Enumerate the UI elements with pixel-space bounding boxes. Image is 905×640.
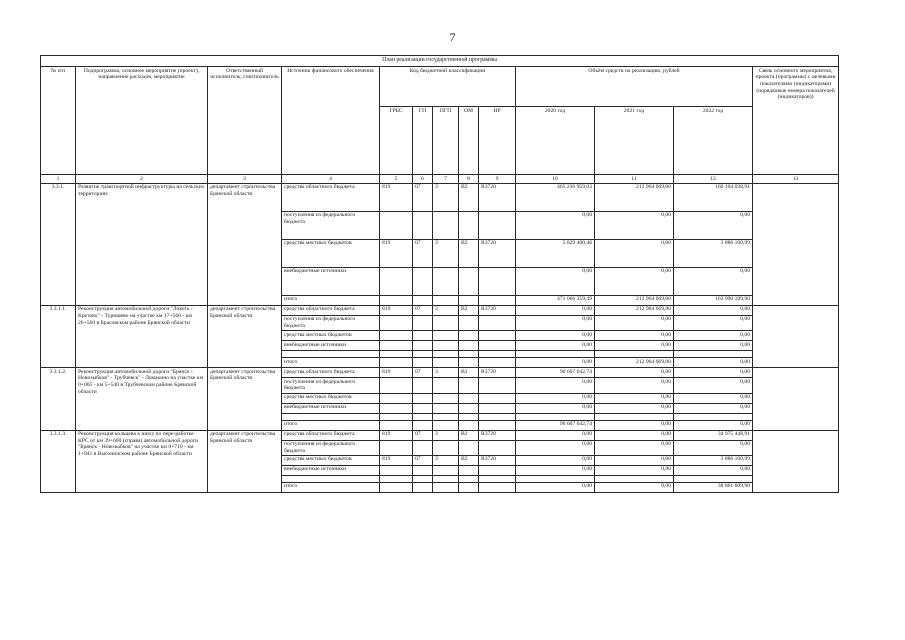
pgp-cell xyxy=(433,440,459,455)
amount-2022-cell: 3 886 160,99 xyxy=(674,239,753,267)
om-cell xyxy=(459,315,479,330)
column-number: 5 xyxy=(380,175,413,184)
om-cell xyxy=(459,295,479,305)
column-number: 2 xyxy=(76,175,208,184)
grbs-cell xyxy=(380,315,413,330)
om-cell xyxy=(459,351,479,358)
source-cell: внебюджетные источники xyxy=(282,267,380,295)
om-cell: В2 xyxy=(459,455,479,465)
pgp-cell xyxy=(433,465,459,475)
source-cell: внебюджетные источники xyxy=(282,465,380,475)
amount-2020-cell: 5 829 400,46 xyxy=(516,239,595,267)
amount-2021-cell: 0,00 xyxy=(595,482,674,492)
amount-2022-cell: 0,00 xyxy=(674,358,753,368)
amount-2022-cell: 0,00 xyxy=(674,211,753,239)
amount-2022-cell: 0,00 xyxy=(674,315,753,330)
header-num: № п/п xyxy=(41,67,76,175)
grbs-cell xyxy=(380,211,413,239)
om-cell xyxy=(459,465,479,475)
np-cell xyxy=(479,440,516,455)
om-cell: В2 xyxy=(459,305,479,315)
table-title: План реализации государственной программы xyxy=(41,56,839,67)
amount-2021-cell: 0,00 xyxy=(595,267,674,295)
pgp-cell: 3 xyxy=(433,305,459,315)
pgp-cell xyxy=(433,475,459,482)
amount-2022-cell xyxy=(674,351,753,358)
plan-table xyxy=(40,55,839,493)
row-number-cell: 3.3.1.1. xyxy=(41,305,76,367)
np-cell xyxy=(479,341,516,351)
pgp-cell xyxy=(433,420,459,430)
row-name-cell: Реконструкция автомобильной дороги "Локоть - Кретово" - Туришево на участке км 17+560 - км 26+560 в Брасовском районе Брянской области xyxy=(76,305,208,367)
header-om: ОМ xyxy=(459,107,479,175)
source-cell: итого xyxy=(282,420,380,430)
amount-2022-cell: 0,00 xyxy=(674,341,753,351)
amount-2022-cell: 0,00 xyxy=(674,378,753,393)
amount-2022-cell: 34 975 448,91 xyxy=(674,430,753,440)
header-pgp: ПГП xyxy=(433,107,459,175)
column-number: 7 xyxy=(433,175,459,184)
source-cell: итого xyxy=(282,482,380,492)
amount-2020-cell: 0,00 xyxy=(516,482,595,492)
grbs-cell xyxy=(380,358,413,368)
amount-2020-cell xyxy=(516,475,595,482)
amount-2022-cell: 0,00 xyxy=(674,420,753,430)
amount-2020-cell: 0,00 xyxy=(516,378,595,393)
gp-cell xyxy=(413,358,433,368)
np-cell xyxy=(479,403,516,413)
grbs-cell xyxy=(380,331,413,341)
np-cell xyxy=(479,378,516,393)
amount-2021-cell: 212 964 669,00 xyxy=(595,358,674,368)
np-cell: R3720 xyxy=(479,239,516,267)
gp-cell: 07 xyxy=(413,183,433,211)
om-cell xyxy=(459,378,479,393)
amount-2021-cell: 212 964 669,00 xyxy=(595,295,674,305)
header-link: Связь основного мероприятия, проекта (программы) с целевыми показателями (индикаторами) (порядковые номера показателей (индикаторов)) xyxy=(753,67,839,175)
source-cell: поступления из федерального бюджета xyxy=(282,378,380,393)
grbs-cell xyxy=(380,295,413,305)
gp-cell xyxy=(413,475,433,482)
grbs-cell: 819 xyxy=(380,239,413,267)
gp-cell xyxy=(413,315,433,330)
amount-2022-cell: 3 886 160,99 xyxy=(674,455,753,465)
source-cell: поступления из федерального бюджета xyxy=(282,211,380,239)
np-cell xyxy=(479,475,516,482)
header-amounts: Объём средств на реализацию, рублей xyxy=(516,67,753,107)
row-executor-cell: департамент строительства Брянской области xyxy=(208,368,282,430)
amount-2022-cell: 0,00 xyxy=(674,403,753,413)
amount-2021-cell: 0,00 xyxy=(595,239,674,267)
source-cell: средства местных бюджетов xyxy=(282,331,380,341)
amount-2021-cell: 212 964 669,00 xyxy=(595,305,674,315)
amount-2020-cell: 0,00 xyxy=(516,341,595,351)
grbs-cell xyxy=(380,341,413,351)
amount-2020-cell: 0,00 xyxy=(516,315,595,330)
column-number: 4 xyxy=(282,175,380,184)
row-name-cell: Развитие транспортной инфраструктуры на сельских территориях xyxy=(76,183,208,305)
source-cell: средства местных бюджетов xyxy=(282,239,380,267)
amount-2021-cell: 0,00 xyxy=(595,455,674,465)
source-cell: внебюджетные источники xyxy=(282,341,380,351)
row-number-cell: 3.3.1.3. xyxy=(41,430,76,492)
gp-cell xyxy=(413,465,433,475)
source-cell: внебюджетные источники xyxy=(282,403,380,413)
amount-2020-cell: 0,00 xyxy=(516,465,595,475)
om-cell: В2 xyxy=(459,183,479,211)
pgp-cell xyxy=(433,315,459,330)
amount-2020-cell: 0,00 xyxy=(516,211,595,239)
table-row xyxy=(41,368,839,378)
gp-cell xyxy=(413,413,433,420)
pgp-cell: 3 xyxy=(433,430,459,440)
om-cell xyxy=(459,211,479,239)
grbs-cell: 819 xyxy=(380,183,413,211)
amount-2020-cell: 471 066 359,49 xyxy=(516,295,595,305)
amount-2021-cell: 0,00 xyxy=(595,211,674,239)
np-cell xyxy=(479,315,516,330)
om-cell xyxy=(459,341,479,351)
np-cell: R3720 xyxy=(479,183,516,211)
amount-2022-cell: 0,00 xyxy=(674,331,753,341)
source-cell: средства областного бюджета xyxy=(282,305,380,315)
source-cell xyxy=(282,413,380,420)
column-number: 8 xyxy=(459,175,479,184)
gp-cell: 07 xyxy=(413,455,433,465)
source-cell: средства областного бюджета xyxy=(282,183,380,211)
amount-2021-cell: 0,00 xyxy=(595,315,674,330)
amount-2020-cell: 90 607 642,74 xyxy=(516,420,595,430)
amount-2022-cell: 0,00 xyxy=(674,440,753,455)
pgp-cell xyxy=(433,358,459,368)
amount-2021-cell xyxy=(595,351,674,358)
header-np: НР xyxy=(479,107,516,175)
amount-2022-cell: 0,00 xyxy=(674,393,753,403)
header-gp: ГП xyxy=(413,107,433,175)
pgp-cell xyxy=(433,393,459,403)
np-cell xyxy=(479,465,516,475)
source-cell: средства областного бюджета xyxy=(282,368,380,378)
row-link-cell xyxy=(753,305,839,367)
column-number: 10 xyxy=(516,175,595,184)
table-row xyxy=(41,430,839,440)
pgp-cell xyxy=(433,331,459,341)
pgp-cell xyxy=(433,351,459,358)
header-2021: 2021 год xyxy=(595,107,674,175)
om-cell xyxy=(459,331,479,341)
pgp-cell xyxy=(433,378,459,393)
np-cell xyxy=(479,267,516,295)
gp-cell: 07 xyxy=(413,305,433,315)
gp-cell xyxy=(413,341,433,351)
gp-cell xyxy=(413,393,433,403)
pgp-cell: 3 xyxy=(433,368,459,378)
grbs-cell xyxy=(380,413,413,420)
amount-2022-cell: 0,00 xyxy=(674,305,753,315)
gp-cell xyxy=(413,482,433,492)
amount-2021-cell: 0,00 xyxy=(595,403,674,413)
source-cell: поступления из федерального бюджета xyxy=(282,440,380,455)
table-row xyxy=(41,305,839,315)
gp-cell xyxy=(413,403,433,413)
gp-cell xyxy=(413,211,433,239)
row-link-cell xyxy=(753,183,839,305)
gp-cell: 07 xyxy=(413,430,433,440)
amount-2020-cell: 0,00 xyxy=(516,358,595,368)
om-cell xyxy=(459,393,479,403)
header-kbk: Код бюджетной классификации xyxy=(380,67,516,107)
page-number: 7 xyxy=(449,30,456,44)
header-executor: Ответственный исполнитель, соисполнитель xyxy=(208,67,282,175)
pgp-cell xyxy=(433,413,459,420)
np-cell xyxy=(479,211,516,239)
row-number-cell: 3.3.1.2. xyxy=(41,368,76,430)
amount-2021-cell xyxy=(595,475,674,482)
header-2020: 2020 год xyxy=(516,107,595,175)
amount-2022-cell: 38 861 609,90 xyxy=(674,482,753,492)
grbs-cell: 819 xyxy=(380,368,413,378)
row-executor-cell: департамент строительства Брянской области xyxy=(208,430,282,492)
amount-2021-cell: 0,00 xyxy=(595,341,674,351)
amount-2022-cell: 0,00 xyxy=(674,465,753,475)
pgp-cell xyxy=(433,482,459,492)
column-number: 6 xyxy=(413,175,433,184)
np-cell xyxy=(479,358,516,368)
amount-2020-cell xyxy=(516,413,595,420)
amount-2022-cell: 160 104 038,91 xyxy=(674,183,753,211)
amount-2020-cell: 0,00 xyxy=(516,455,595,465)
row-link-cell xyxy=(753,430,839,492)
amount-2020-cell: 90 607 642,74 xyxy=(516,368,595,378)
column-numbers-row xyxy=(41,175,839,184)
amount-2022-cell: 0,00 xyxy=(674,267,753,295)
header-name: Подпрограмма, основное мероприятие (проект), направление расходов, мероприятие xyxy=(76,67,208,175)
grbs-cell xyxy=(380,420,413,430)
np-cell xyxy=(479,393,516,403)
amount-2021-cell xyxy=(595,413,674,420)
row-name-cell: Реконструкция кольцева к шиху по пере-работке КРС от км 39+600 (справа) автомобильной дороги "Брянск - Новозыбков" на участке км 0+710 - км 1+941 в Выгоничском районе Брянской области xyxy=(76,430,208,492)
header-2022: 2022 год xyxy=(674,107,753,175)
grbs-cell: 819 xyxy=(380,430,413,440)
row-link-cell xyxy=(753,368,839,430)
amount-2020-cell: 0,00 xyxy=(516,331,595,341)
source-cell: средства областного бюджета xyxy=(282,430,380,440)
gp-cell xyxy=(413,331,433,341)
column-number: 13 xyxy=(753,175,839,184)
source-cell: средства местных бюджетов xyxy=(282,393,380,403)
grbs-cell: 819 xyxy=(380,455,413,465)
np-cell xyxy=(479,295,516,305)
gp-cell: 07 xyxy=(413,368,433,378)
source-cell xyxy=(282,475,380,482)
amount-2020-cell: 0,00 xyxy=(516,430,595,440)
amount-2021-cell: 0,00 xyxy=(595,331,674,341)
header-grbs: ГРБС xyxy=(380,107,413,175)
om-cell xyxy=(459,475,479,482)
column-number: 12 xyxy=(674,175,753,184)
np-cell xyxy=(479,482,516,492)
table-row xyxy=(41,183,839,211)
grbs-cell xyxy=(380,440,413,455)
om-cell: В2 xyxy=(459,430,479,440)
pgp-cell xyxy=(433,295,459,305)
source-cell: средства местных бюджетов xyxy=(282,455,380,465)
np-cell: R3720 xyxy=(479,430,516,440)
om-cell xyxy=(459,403,479,413)
amount-2020-cell: 0,00 xyxy=(516,440,595,455)
pgp-cell: 3 xyxy=(433,183,459,211)
gp-cell xyxy=(413,267,433,295)
om-cell xyxy=(459,420,479,430)
amount-2021-cell: 0,00 xyxy=(595,430,674,440)
row-number-cell: 3.3.1. xyxy=(41,183,76,305)
grbs-cell xyxy=(380,482,413,492)
np-cell xyxy=(479,351,516,358)
gp-cell xyxy=(413,295,433,305)
grbs-cell: 819 xyxy=(380,305,413,315)
source-cell xyxy=(282,351,380,358)
amount-2021-cell: 212 964 669,00 xyxy=(595,183,674,211)
grbs-cell xyxy=(380,475,413,482)
pgp-cell: 3 xyxy=(433,455,459,465)
grbs-cell xyxy=(380,393,413,403)
row-executor-cell: департамент строительства Брянской области xyxy=(208,305,282,367)
pgp-cell xyxy=(433,211,459,239)
pgp-cell xyxy=(433,341,459,351)
om-cell xyxy=(459,267,479,295)
grbs-cell xyxy=(380,378,413,393)
grbs-cell xyxy=(380,267,413,295)
amount-2021-cell: 0,00 xyxy=(595,378,674,393)
column-number: 1 xyxy=(41,175,76,184)
source-cell: итого xyxy=(282,358,380,368)
gp-cell xyxy=(413,378,433,393)
amount-2020-cell: 0,00 xyxy=(516,393,595,403)
gp-cell: 07 xyxy=(413,239,433,267)
np-cell: R3720 xyxy=(479,368,516,378)
pgp-cell: 3 xyxy=(433,239,459,267)
header-source: Источник финансового обеспечения xyxy=(282,67,380,175)
row-executor-cell: департамент строительства Брянской области xyxy=(208,183,282,305)
gp-cell xyxy=(413,440,433,455)
amount-2020-cell: 0,00 xyxy=(516,267,595,295)
amount-2020-cell: 0,00 xyxy=(516,403,595,413)
amount-2021-cell: 0,00 xyxy=(595,440,674,455)
np-cell xyxy=(479,420,516,430)
column-number: 3 xyxy=(208,175,282,184)
amount-2021-cell: 0,00 xyxy=(595,420,674,430)
row-name-cell: Реконструкция автомобильной дороги "Брянск - Новозыбков" - Трубчевск" - Ломакино на участке км 0+005 - км 5+540 в Трубчевском районе Брянской области xyxy=(76,368,208,430)
amount-2020-cell: 465 236 959,03 xyxy=(516,183,595,211)
np-cell: R3720 xyxy=(479,305,516,315)
amount-2020-cell xyxy=(516,351,595,358)
column-number: 11 xyxy=(595,175,674,184)
amount-2020-cell: 0,00 xyxy=(516,305,595,315)
amount-2021-cell: 0,00 xyxy=(595,368,674,378)
grbs-cell xyxy=(380,465,413,475)
amount-2021-cell: 0,00 xyxy=(595,393,674,403)
column-number: 9 xyxy=(479,175,516,184)
amount-2021-cell: 0,00 xyxy=(595,465,674,475)
gp-cell xyxy=(413,351,433,358)
om-cell xyxy=(459,358,479,368)
pgp-cell xyxy=(433,267,459,295)
amount-2022-cell xyxy=(674,413,753,420)
amount-2022-cell: 163 990 199,90 xyxy=(674,295,753,305)
np-cell: R3720 xyxy=(479,455,516,465)
amount-2022-cell: 0,00 xyxy=(674,368,753,378)
pgp-cell xyxy=(433,403,459,413)
om-cell xyxy=(459,413,479,420)
amount-2022-cell xyxy=(674,475,753,482)
grbs-cell xyxy=(380,351,413,358)
grbs-cell xyxy=(380,403,413,413)
om-cell xyxy=(459,482,479,492)
om-cell: В2 xyxy=(459,239,479,267)
np-cell xyxy=(479,331,516,341)
om-cell xyxy=(459,440,479,455)
source-cell: поступления из федерального бюджета xyxy=(282,315,380,330)
np-cell xyxy=(479,413,516,420)
gp-cell xyxy=(413,420,433,430)
source-cell: итого xyxy=(282,295,380,305)
om-cell: В2 xyxy=(459,368,479,378)
